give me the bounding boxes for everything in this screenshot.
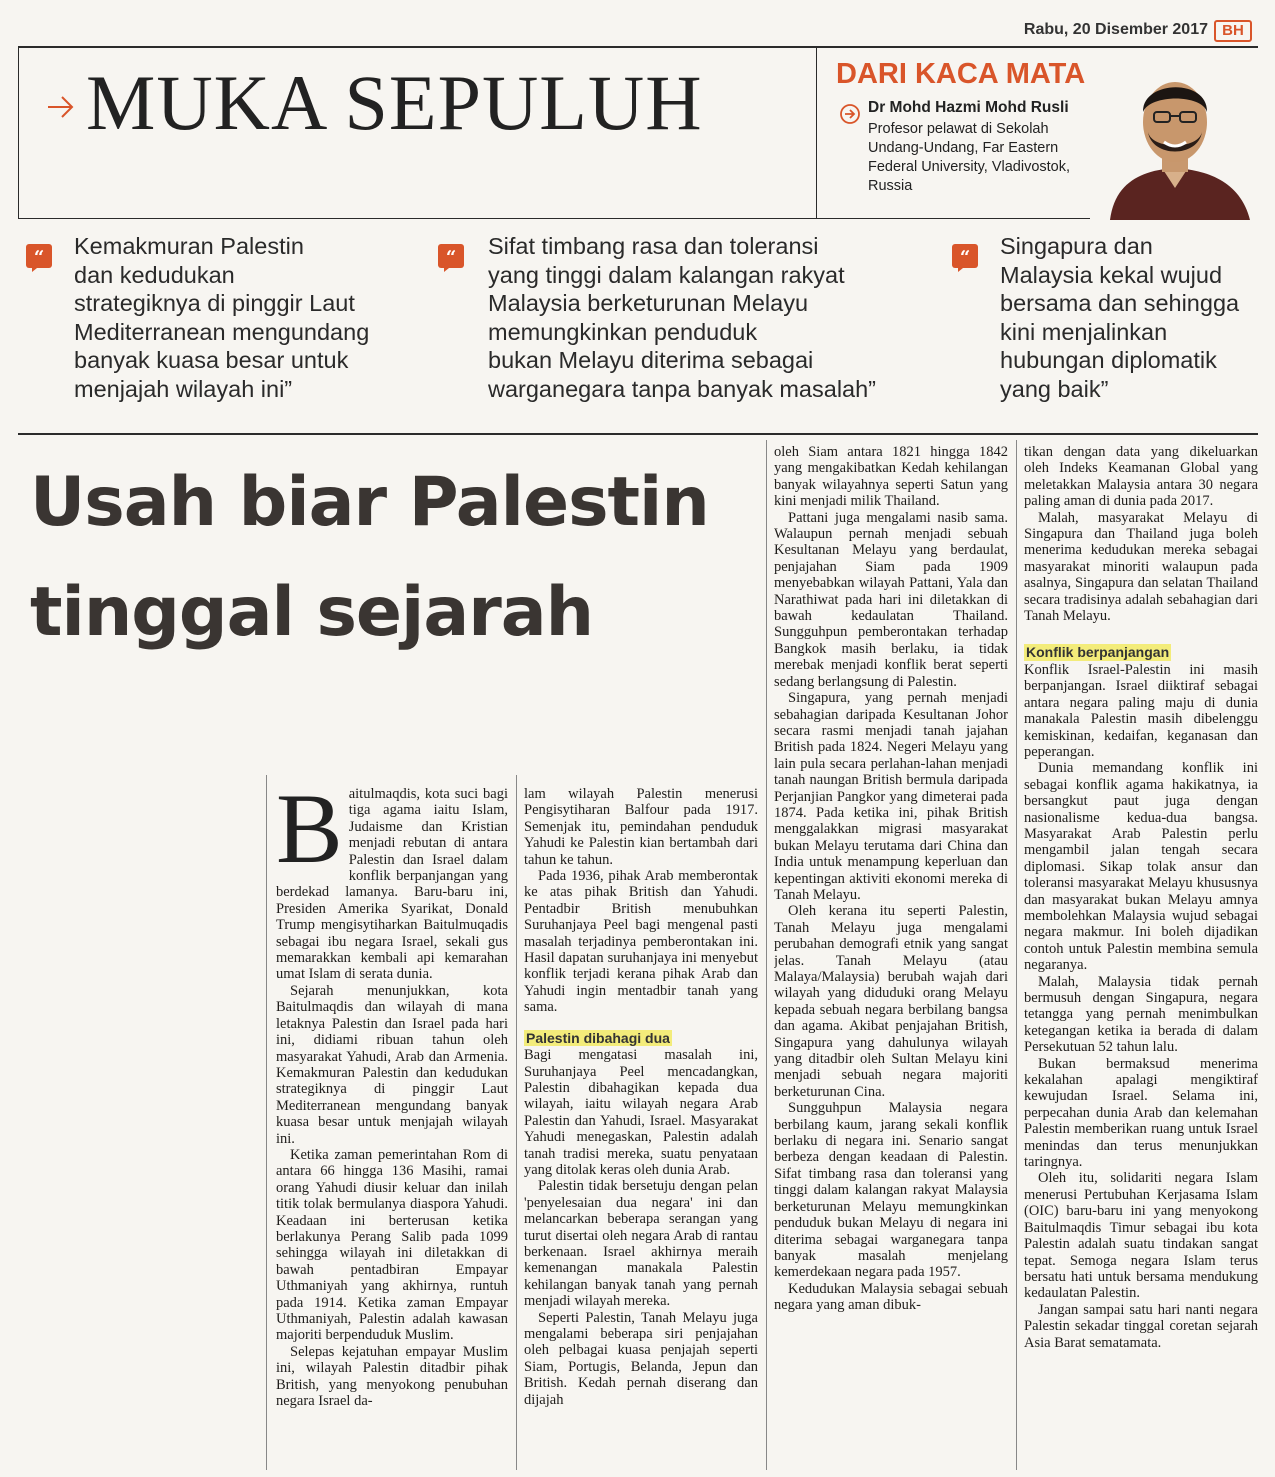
quote-line: Malaysia berketurunan Melayu [488, 290, 809, 316]
author-photo [1090, 60, 1260, 220]
publication-date: Rabu, 20 Disember 2017 [1023, 21, 1208, 38]
article-paragraph: Jangan sampai satu hari nanti negara Palestin sekadar tinggal coretan sejarah Asia Barat sematamata. [1024, 1301, 1258, 1351]
article-paragraph: aitulmaqdis, kota suci bagi tiga agama iaitu Islam, Judaisme dan Kristian menjadi rebutan di antara Palestin dan Israel dalam konflik berpanjangan yang berdekad lamanya. Baru-baru ini, Presiden Amerika Syarikat, Donald Trump mengisytiharkan Baitulmuqadis sebagai ibu negara Israel, sekali gus memarakkan kembali api kemarahan umat Islam di serata dunia. [276, 786, 508, 983]
article-paragraph: Singapura, yang pernah menjadi sebahagian daripada Kesultanan Johor secara rasmi menjadi tanah jajahan British pada 1824. Negeri Melayu yang lain pula secara perlahan-lahan menjadi tanah naungan British bermula daripada Perjanjian Pangkor yang dimeterai pada 1874. Pada ketika ini, pihak British menggalakkan migrasi masyarakat bukan Melayu terutama dari China dan India untuk menampung keperluan dan kepentingan aktiviti ekonomi mereka di Tanah Melayu. [774, 690, 1008, 903]
quote-line: Mediterranean mengundang [74, 318, 370, 345]
pull-quote-2 [488, 232, 908, 403]
article-paragraph: Seperti Palestin, Tanah Melayu juga mengalami beberapa siri penjajahan oleh pelbagai kuasa penjajah seperti Siam, Portugis, Belanda, Jepun dan British. Kedah pernah diserang dan dijajah [524, 1309, 758, 1408]
arrow-circle-icon [840, 104, 860, 124]
pull-quote-3 [1000, 232, 1260, 403]
article-paragraph: Malah, masyarakat Melayu di Singapura dan Thailand juga boleh menerima kedudukan mereka sebagai masyarakat minoriti walaupun pada asalnya, Singapura dan selatan Thailand secara tradisinya adalah sebahagian dari Tanah Melayu. [1024, 509, 1258, 625]
article-paragraph: Pada 1936, pihak Arab memberontak ke atas pihak British dan Yahudi. Pentadbir British menubuhkan Suruhanjaya Peel bagi mengenal pasti masalah terjadinya pemberontakan ini. Hasil dapatan suruhanjaya ini menyebut konflik terjadi kerana pihak Arab dan Yahudi ingin mentadbir tanah yang sama. [524, 868, 758, 1016]
header-bottom-rule [18, 218, 1258, 219]
quote-icon [26, 244, 52, 272]
column-rule-2 [516, 775, 517, 1470]
article-paragraph: Selepas kejatuhan empayar Muslim ini, wilayah Palestin ditadbir pihak British, yang menyokong penubuhan negara Israel da- [276, 1343, 508, 1410]
quotes-bottom-rule [18, 433, 1258, 435]
article-column-3 [774, 444, 1008, 1470]
quote-line: Sifat timbang rasa dan toleransi [488, 233, 819, 259]
quote-line: yang baik” [1000, 375, 1109, 402]
article-paragraph: oleh Siam antara 1821 hingga 1842 yang mengakibatkan Kedah kehilangan banyak wilayahnya seperti Satun yang kini menjadi milik Thailand. [774, 444, 1008, 510]
article-paragraph: Dunia memandang konflik ini sebagai konflik agama hakikatnya, ia bersangkut paut juga dengan nasionalisme kedua-dua bangsa. Masyarakat Arab Palestin perlu mengambil jalan tengah secara diplomasi. Sikap tolak ansur dan toleransi masyarakat Melayu khususnya dan masyarakat bukan Melayu amnya membolehkan Malaysia wujud sebagai negara makmur. Ini boleh dijadikan contoh untuk Palestin membina semula negaranya. [1024, 760, 1258, 974]
headline [30, 448, 770, 678]
quote-line: bukan Melayu diterima sebagai [488, 347, 814, 373]
drop-cap: B [276, 786, 343, 884]
article-column-2 [524, 786, 758, 1466]
headline-line-2: tinggal sejarah [30, 573, 594, 652]
svg-text:“: “ [445, 247, 457, 268]
pull-quote-1 [74, 232, 414, 403]
quote-line: memungkinkan penduduk [488, 318, 758, 345]
quote-icon [438, 244, 464, 272]
svg-text:“: “ [33, 247, 45, 268]
article-paragraph: Bukan bermaksud menerima kekalahan apalagi mengiktiraf kewujudan Israel. Selama ini, perpecahan dunia Arab dan kelemahan Palestin memberikan ruang untuk Israel menindas dan terus menunjukkan taringnya. [1024, 1055, 1258, 1171]
article-column-4 [1024, 444, 1258, 1470]
column-rule-1 [266, 775, 267, 1470]
quote-line: kini menjalinkan [1000, 318, 1168, 345]
header-divider [816, 48, 817, 218]
column-name: DARI KACA MATA [836, 58, 1086, 90]
article-paragraph: Pattani juga mengalami nasib sama. Walaupun pernah menjadi sebuah Kesultanan Melayu yang berdaulat, penjajahan Siam pada 1909 menyebabkan wilayah Pattani, Yala dan Narathiwat pada hari ini diletakkan di bawah kedaulatan Thailand. Sungguhpun pemberontakan terhadap Bangkok masih berlaku, ia tidak merebak menjadi konflik berat seperti sedang berlangsung di Palestin. [774, 509, 1008, 690]
article-paragraph: Ketika zaman pemerintahan Rom di antara 66 hingga 136 Masihi, ramai orang Yahudi diusir keluar dan inilah titik tolak bermulanya diaspora Yahudi. Keadaan ini berterusan ketika berlakunya Perang Salib pada 1099 sehingga wilayah ini diletakkan di bawah pentadbiran Empayar Uthmaniyah yang akhirnya, runtuh pada 1914. Ketika zaman Empayar Uthmaniyah, Palestin adalah kawasan majoriti berpenduduk Muslim. [276, 1146, 508, 1344]
article-paragraph: Kedudukan Malaysia sebagai sebuah negara yang aman dibuk- [774, 1280, 1008, 1314]
quote-line: warganegara tanpa banyak masalah” [488, 375, 877, 402]
column-rule-4 [1016, 440, 1017, 1470]
top-rule [18, 46, 1258, 48]
article-paragraph: Sungguhpun Malaysia negara berbilang kaum, jarang sekali konflik berlaku di negara ini. Senario sangat berbeza dengan keadaan di Palestin. Sifat timbang rasa dan toleransi yang tinggi dalam kalangan rakyat Malaysia berketurunan Melayu memungkinkan penduduk bukan Melayu di negara ini diterima sebagai warganegara tanpa banyak masalah menjelang kemerdekaan negara pada 1957. [774, 1100, 1008, 1281]
article-paragraph: Konflik Israel-Palestin ini masih berpanjangan. Israel diiktiraf sebagai antara negara paling maju di dunia manakala Palestin masih dibelenggu kemiskinan, kedaifan, keganasan dan peperangan. [1024, 661, 1258, 760]
dateline [1000, 18, 1260, 46]
article-paragraph: Oleh itu, solidariti negara Islam menerusi Pertubuhan Kerjasama Islam (OIC) baru-baru ini yang menyokong Baitulmaqdis Timur sebagai ibu kota Palestin adalah suatu tindakan sangat tepat. Semoga negara Islam terus bersatu hati untuk bersama mendukung kedaulatan Palestin. [1024, 1170, 1258, 1302]
subheading: Konflik berpanjangan [1026, 644, 1170, 661]
quote-line: yang tinggi dalam kalangan rakyat [488, 261, 845, 288]
author-name: Dr Mohd Hazmi Mohd Rusli [868, 99, 1069, 116]
author-role: Profesor pelawat di Sekolah Undang-Undang, Far Eastern Federal University, Vladivostok, Russia [868, 121, 1071, 194]
quote-icon [952, 244, 978, 272]
header-rule-left [18, 48, 19, 218]
quote-line: dan kedudukan [74, 261, 235, 288]
article-paragraph: tikan dengan data yang dikeluarkan oleh Indeks Keamanan Global yang meletakkan Malaysia antara 30 negara paling aman di dunia pada 2017. [1024, 444, 1258, 510]
bh-logo: BH [1214, 20, 1252, 42]
article-paragraph: lam wilayah Palestin menerusi Pengisytiharan Balfour pada 1917. Semenjak itu, pemindahan penduduk Yahudi ke Palestin kian bertambah dari tahun ke tahun. [524, 786, 758, 868]
headline-line-1: Usah biar Palestin [30, 463, 709, 542]
quote-line: strategiknya di pinggir Laut [74, 290, 355, 316]
subheading: Palestin dibahagi dua [526, 1029, 670, 1046]
quote-line: banyak kuasa besar untuk [74, 347, 349, 373]
arrow-right-icon [44, 90, 78, 124]
article-column-1 [276, 786, 508, 1466]
quote-line: menjajah wilayah ini” [74, 375, 293, 402]
quote-line: Malaysia kekal wujud [1000, 261, 1223, 288]
article-paragraph: Sejarah menunjukkan, kota Baitulmaqdis dan wilayah di mana letaknya Palestin dan Israel pada hari ini, didiami ribuan tahun oleh masyarakat Yahudi, Arab dan Armenia. Kemakmuran Palestin dan kedudukan strategiknya di pinggir Laut Mediterranean mengundang banyak kuasa besar untuk menjajah wilayah ini. [276, 982, 508, 1147]
section-title: MUKA SEPULUH [86, 59, 703, 146]
quote-line: Kemakmuran Palestin [74, 233, 304, 259]
article-paragraph: Palestin tidak bersetuju dengan pelan 'penyelesaian dua negara' ini dan melancarkan beberapa serangan yang turut disertai oleh negara Arab di rantau berkenaan. Israel akhirnya meraih kemenangan manakala Palestin kehilangan banyak tanah yang pernah menjadi wilayah mereka. [524, 1178, 758, 1310]
article-paragraph: Oleh kerana itu seperti Palestin, Tanah Melayu juga mengalami perubahan demografi etnik yang sangat jelas. Tanah Melayu (atau Malaya/Malaysia) berubah wajah dari wilayah yang diduduki orang Melayu kepada sebuah negara berbilang bangsa dan agama. Akibat penjajahan British, Singapura yang dahulunya wilayah yang ditadbir oleh Sultan Melayu kini menjadi sebuah negara majoriti berketurunan Cina. [774, 903, 1008, 1100]
article-paragraph: Malah, Malaysia tidak pernah bermusuh dengan Singapura, negara tetangga yang pernah menimbulkan ketegangan ketika ia berada di dalam Persekutuan 52 tahun lalu. [1024, 973, 1258, 1056]
quote-line: hubungan diplomatik [1000, 347, 1217, 373]
quote-line: Singapura dan [1000, 233, 1153, 259]
article-paragraph: Bagi mengatasi masalah ini, Suruhanjaya Peel mencadangkan, Palestin dibahagikan kepada dua wilayah, iaitu wilayah negara Arab Palestin dan Yahudi, Israel. Masyarakat Yahudi menegaskan, Palestin adalah tanah tradisi mereka, suatu penyataan yang ditolak keras oleh dunia Arab. [524, 1047, 758, 1178]
svg-text:“: “ [959, 247, 971, 268]
quote-line: bersama dan sehingga [1000, 290, 1240, 316]
